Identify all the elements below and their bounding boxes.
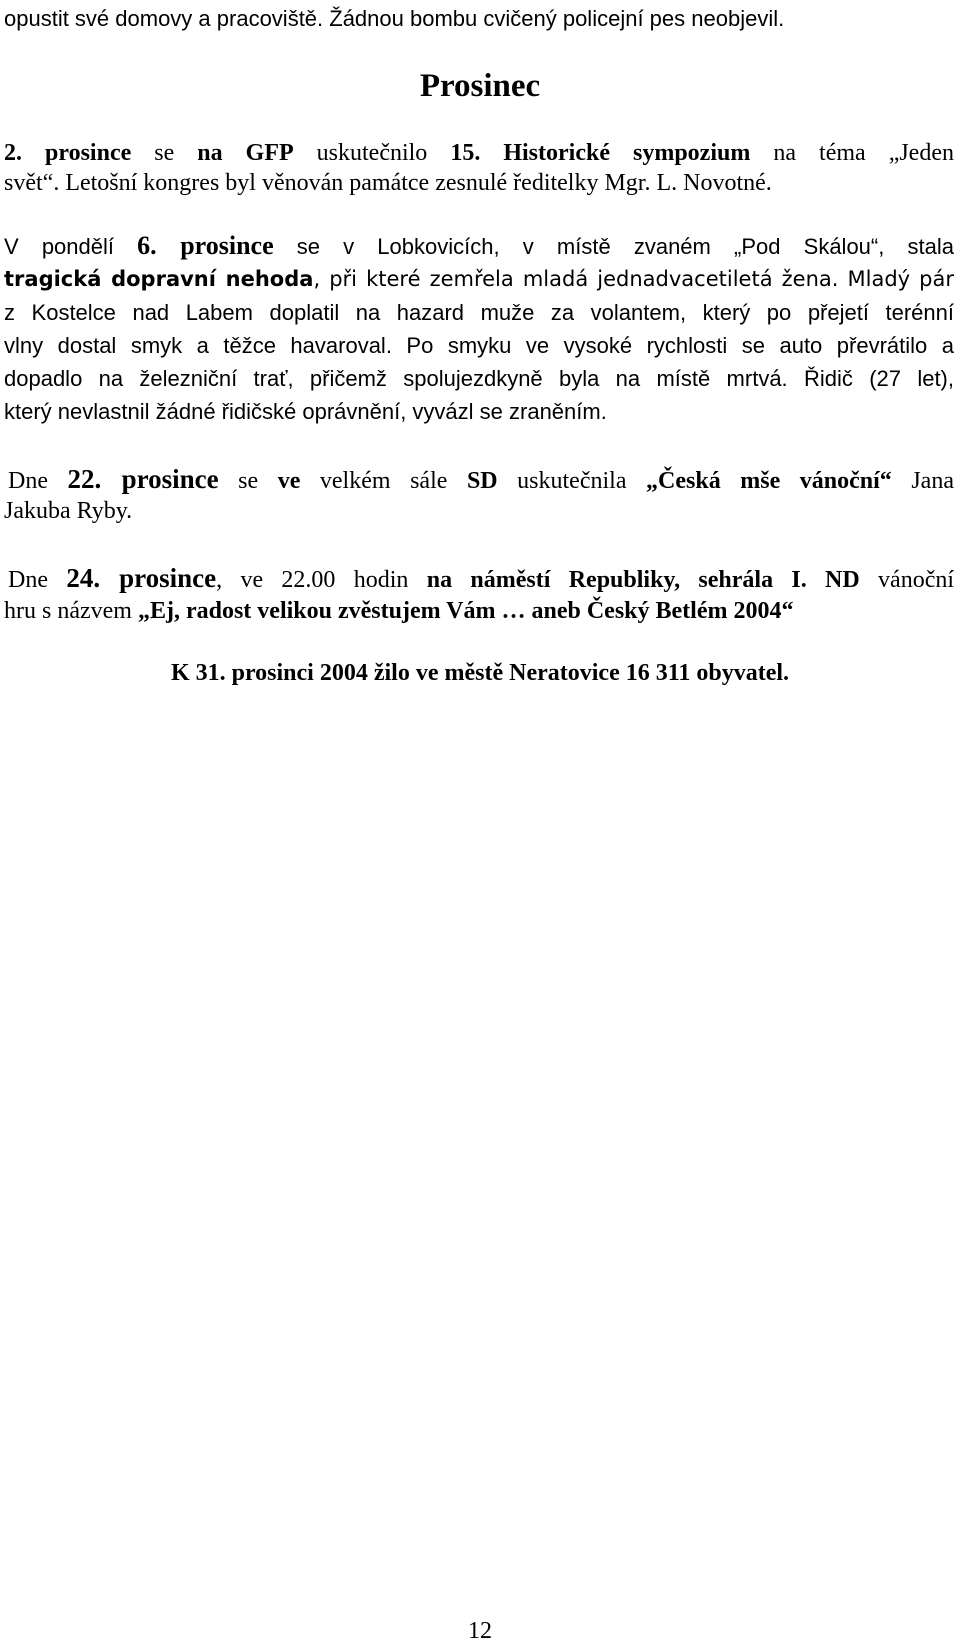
- text-span: se v Lobkovicích, v místě zvaném „Pod Skálou“, stala: [273, 234, 954, 259]
- event-name: „Česká mše vánoční“: [646, 468, 892, 494]
- paragraph-symposium-line-1: [4, 138, 954, 168]
- section-title: Prosinec: [419, 68, 541, 104]
- venue-text: na náměstí Republiky, sehrála I. ND: [426, 567, 860, 593]
- paragraph-accident-line-6: který nevlastnil žádné řidičské oprávnění, vyvázl se zraněním.: [4, 399, 607, 424]
- text-span: na téma „Jeden: [750, 140, 954, 166]
- text-span: V pondělí: [4, 234, 138, 259]
- paragraph-accident-line-1: [4, 231, 954, 262]
- text-span: uskutečnila: [497, 468, 647, 494]
- page-number: 12: [468, 1618, 492, 1644]
- paragraph-symposium-line-2: svět“. Letošní kongres byl věnován památce zesnulé ředitelky Mgr. L. Novotné.: [4, 170, 772, 196]
- paragraph-play-line-1: [8, 563, 954, 595]
- closing-statement: K 31. prosinci 2004 žilo ve městě Neratovice 16 311 obyvatel.: [170, 660, 790, 686]
- play-title: „Ej, radost velikou zvěstujem Vám … aneb Český Betlém 2004“: [137, 598, 794, 624]
- text-span: , při které zemřela mladá jednadvacetiletá žena. Mladý pár: [313, 267, 955, 291]
- paragraph-mass-line-2: Jakuba Ryby.: [4, 498, 133, 524]
- paragraph-accident-line-5: dopadlo na železniční trať, přičemž spolujezdkyně byla na místě mrtvá. Řidič (27 let),: [4, 366, 954, 391]
- text-span: uskutečnilo: [293, 140, 451, 166]
- text-span: vánoční: [859, 567, 955, 593]
- text-span: velkém sále: [300, 468, 467, 494]
- paragraph-accident-line-2: [4, 264, 954, 294]
- text-span: se: [218, 468, 278, 494]
- paragraph-accident-line-4: vlny dostal smyk a těžce havaroval. Po smyku ve vysoké rychlosti se auto převrátilo a: [4, 333, 954, 358]
- text-span: hru s názvem: [4, 598, 138, 624]
- text-line-intro: opustit své domovy a pracoviště. Žádnou bombu cvičený policejní pes neobjevil.: [4, 6, 785, 31]
- date-text: 22. prosince: [67, 464, 219, 494]
- paragraph-play-line-2: [4, 596, 793, 626]
- date-text: 24. prosince: [66, 563, 217, 593]
- text-span: Jana: [891, 468, 954, 494]
- paragraph-mass-line-1: [8, 464, 954, 496]
- text-span: ve: [277, 468, 301, 494]
- text-span: se: [131, 140, 198, 166]
- text-span: Dne: [8, 567, 67, 593]
- date-text: 2. prosince: [4, 140, 132, 166]
- text-span: , ve 22.00 hodin: [216, 567, 427, 593]
- venue-text: SD: [466, 468, 498, 494]
- venue-text: na GFP: [197, 140, 294, 166]
- paragraph-accident-line-3: z Kostelce nad Labem doplatil na hazard muže za volantem, který po přejetí terénní: [4, 300, 954, 325]
- accident-headline: tragická dopravní nehoda: [4, 267, 314, 291]
- text-span: Dne: [8, 468, 68, 494]
- event-name: 15. Historické sympozium: [450, 140, 751, 166]
- date-text: 6. prosince: [137, 231, 274, 260]
